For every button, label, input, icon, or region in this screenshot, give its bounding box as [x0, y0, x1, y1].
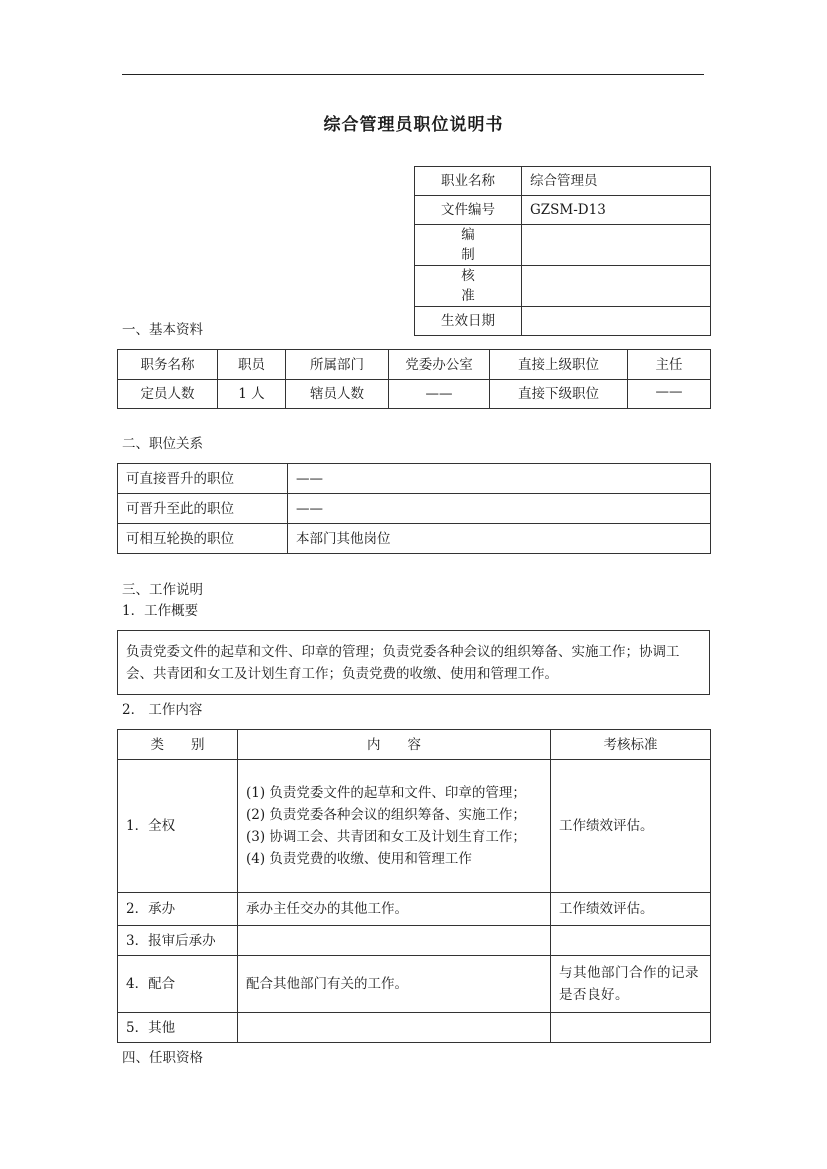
- column-header: 类 别: [118, 730, 238, 760]
- meta-value: [522, 225, 711, 266]
- table-cell: ——: [389, 380, 490, 409]
- relation-label: 可相互轮换的职位: [118, 524, 288, 554]
- table-row: [118, 464, 711, 494]
- table-row: [118, 893, 711, 926]
- category-cell: 1．全权: [118, 760, 238, 893]
- meta-label: 职业名称: [415, 167, 522, 196]
- section-heading-job-description: 三、工作说明: [122, 582, 203, 598]
- table-cell: 直接下级职位: [490, 380, 628, 409]
- relation-value: ——: [288, 464, 711, 494]
- category-cell: 2．承办: [118, 893, 238, 926]
- column-header: 内 容: [238, 730, 551, 760]
- table-cell: 1 人: [218, 380, 286, 409]
- table-row: [118, 760, 711, 893]
- basic-info-table: [117, 349, 711, 409]
- category-cell: 4．配合: [118, 956, 238, 1013]
- content-cell: [238, 1013, 551, 1043]
- standard-cell: 工作绩效评估。: [551, 760, 711, 893]
- table-cell: 职员: [218, 350, 286, 380]
- job-summary-table: [117, 630, 710, 695]
- table-cell: 主任: [628, 350, 711, 380]
- header-rule: [122, 74, 704, 75]
- list-item: (2) 负责党委各种会议的组织筹备、实施工作；: [246, 807, 526, 823]
- meta-row: [415, 266, 711, 307]
- job-content-table: [117, 729, 711, 1043]
- content-cell: 配合其他部门有关的工作。: [238, 956, 551, 1013]
- column-header: 考核标准: [551, 730, 711, 760]
- table-cell: 辖员人数: [286, 380, 389, 409]
- standard-cell: [551, 1013, 711, 1043]
- category-cell: 5．其他: [118, 1013, 238, 1043]
- list-item: (1) 负责党委文件的起草和文件、印章的管理；: [246, 785, 526, 801]
- section-heading-basic-info: 一、基本资料: [122, 322, 203, 338]
- document-title: 综合管理员职位说明书: [323, 115, 504, 135]
- meta-row: [415, 196, 711, 225]
- meta-label: 编制: [415, 225, 522, 266]
- content-cell: 承办主任交办的其他工作。: [238, 893, 551, 926]
- meta-value: GZSM-D13: [522, 196, 711, 225]
- table-header-row: [118, 730, 711, 760]
- list-item: (3) 协调工会、共青团和女工及计划生育工作；: [246, 829, 526, 845]
- document-meta-table: [414, 166, 711, 336]
- list-item: (4) 负责党费的收缴、使用和管理工作: [246, 851, 472, 867]
- content-cell: [238, 926, 551, 956]
- relation-value: 本部门其他岗位: [288, 524, 711, 554]
- table-row: [118, 1013, 711, 1043]
- table-cell: 职务名称: [118, 350, 218, 380]
- meta-value: [522, 307, 711, 336]
- meta-value: [522, 266, 711, 307]
- subheading-job-summary: 1．工作概要: [122, 603, 199, 619]
- table-row: [118, 956, 711, 1013]
- relation-value: ——: [288, 494, 711, 524]
- table-cell: 党委办公室: [389, 350, 490, 380]
- table-row: [118, 350, 711, 380]
- table-cell: 定员人数: [118, 380, 218, 409]
- content-cell: [238, 760, 551, 893]
- duty-list: [246, 782, 542, 870]
- standard-cell: 与其他部门合作的记录是否良好。: [551, 956, 711, 1013]
- table-row: [118, 524, 711, 554]
- relation-label: 可晋升至此的职位: [118, 494, 288, 524]
- standard-cell: [551, 926, 711, 956]
- meta-row: [415, 167, 711, 196]
- table-row: [118, 380, 711, 409]
- job-summary-text: 负责党委文件的起草和文件、印章的管理；负责党委各种会议的组织筹备、实施工作；协调工会、共青团和女工及计划生育工作；负责党费的收缴、使用和管理工作。: [118, 631, 710, 695]
- meta-label: 核准: [415, 266, 522, 307]
- table-cell: ——: [628, 380, 711, 409]
- relation-label: 可直接晋升的职位: [118, 464, 288, 494]
- table-row: [118, 494, 711, 524]
- table-row: [118, 631, 710, 695]
- table-cell: 所属部门: [286, 350, 389, 380]
- meta-row: [415, 307, 711, 336]
- category-cell: 3．报审后承办: [118, 926, 238, 956]
- section-heading-qualifications: 四、任职资格: [122, 1050, 203, 1066]
- meta-label: 生效日期: [415, 307, 522, 336]
- meta-label: 文件编号: [415, 196, 522, 225]
- table-cell: 直接上级职位: [490, 350, 628, 380]
- standard-cell: 工作绩效评估。: [551, 893, 711, 926]
- table-row: [118, 926, 711, 956]
- meta-value: 综合管理员: [522, 167, 711, 196]
- section-heading-relations: 二、职位关系: [122, 436, 203, 452]
- subheading-job-content: 2． 工作内容: [122, 702, 203, 718]
- position-relations-table: [117, 463, 711, 554]
- meta-row: [415, 225, 711, 266]
